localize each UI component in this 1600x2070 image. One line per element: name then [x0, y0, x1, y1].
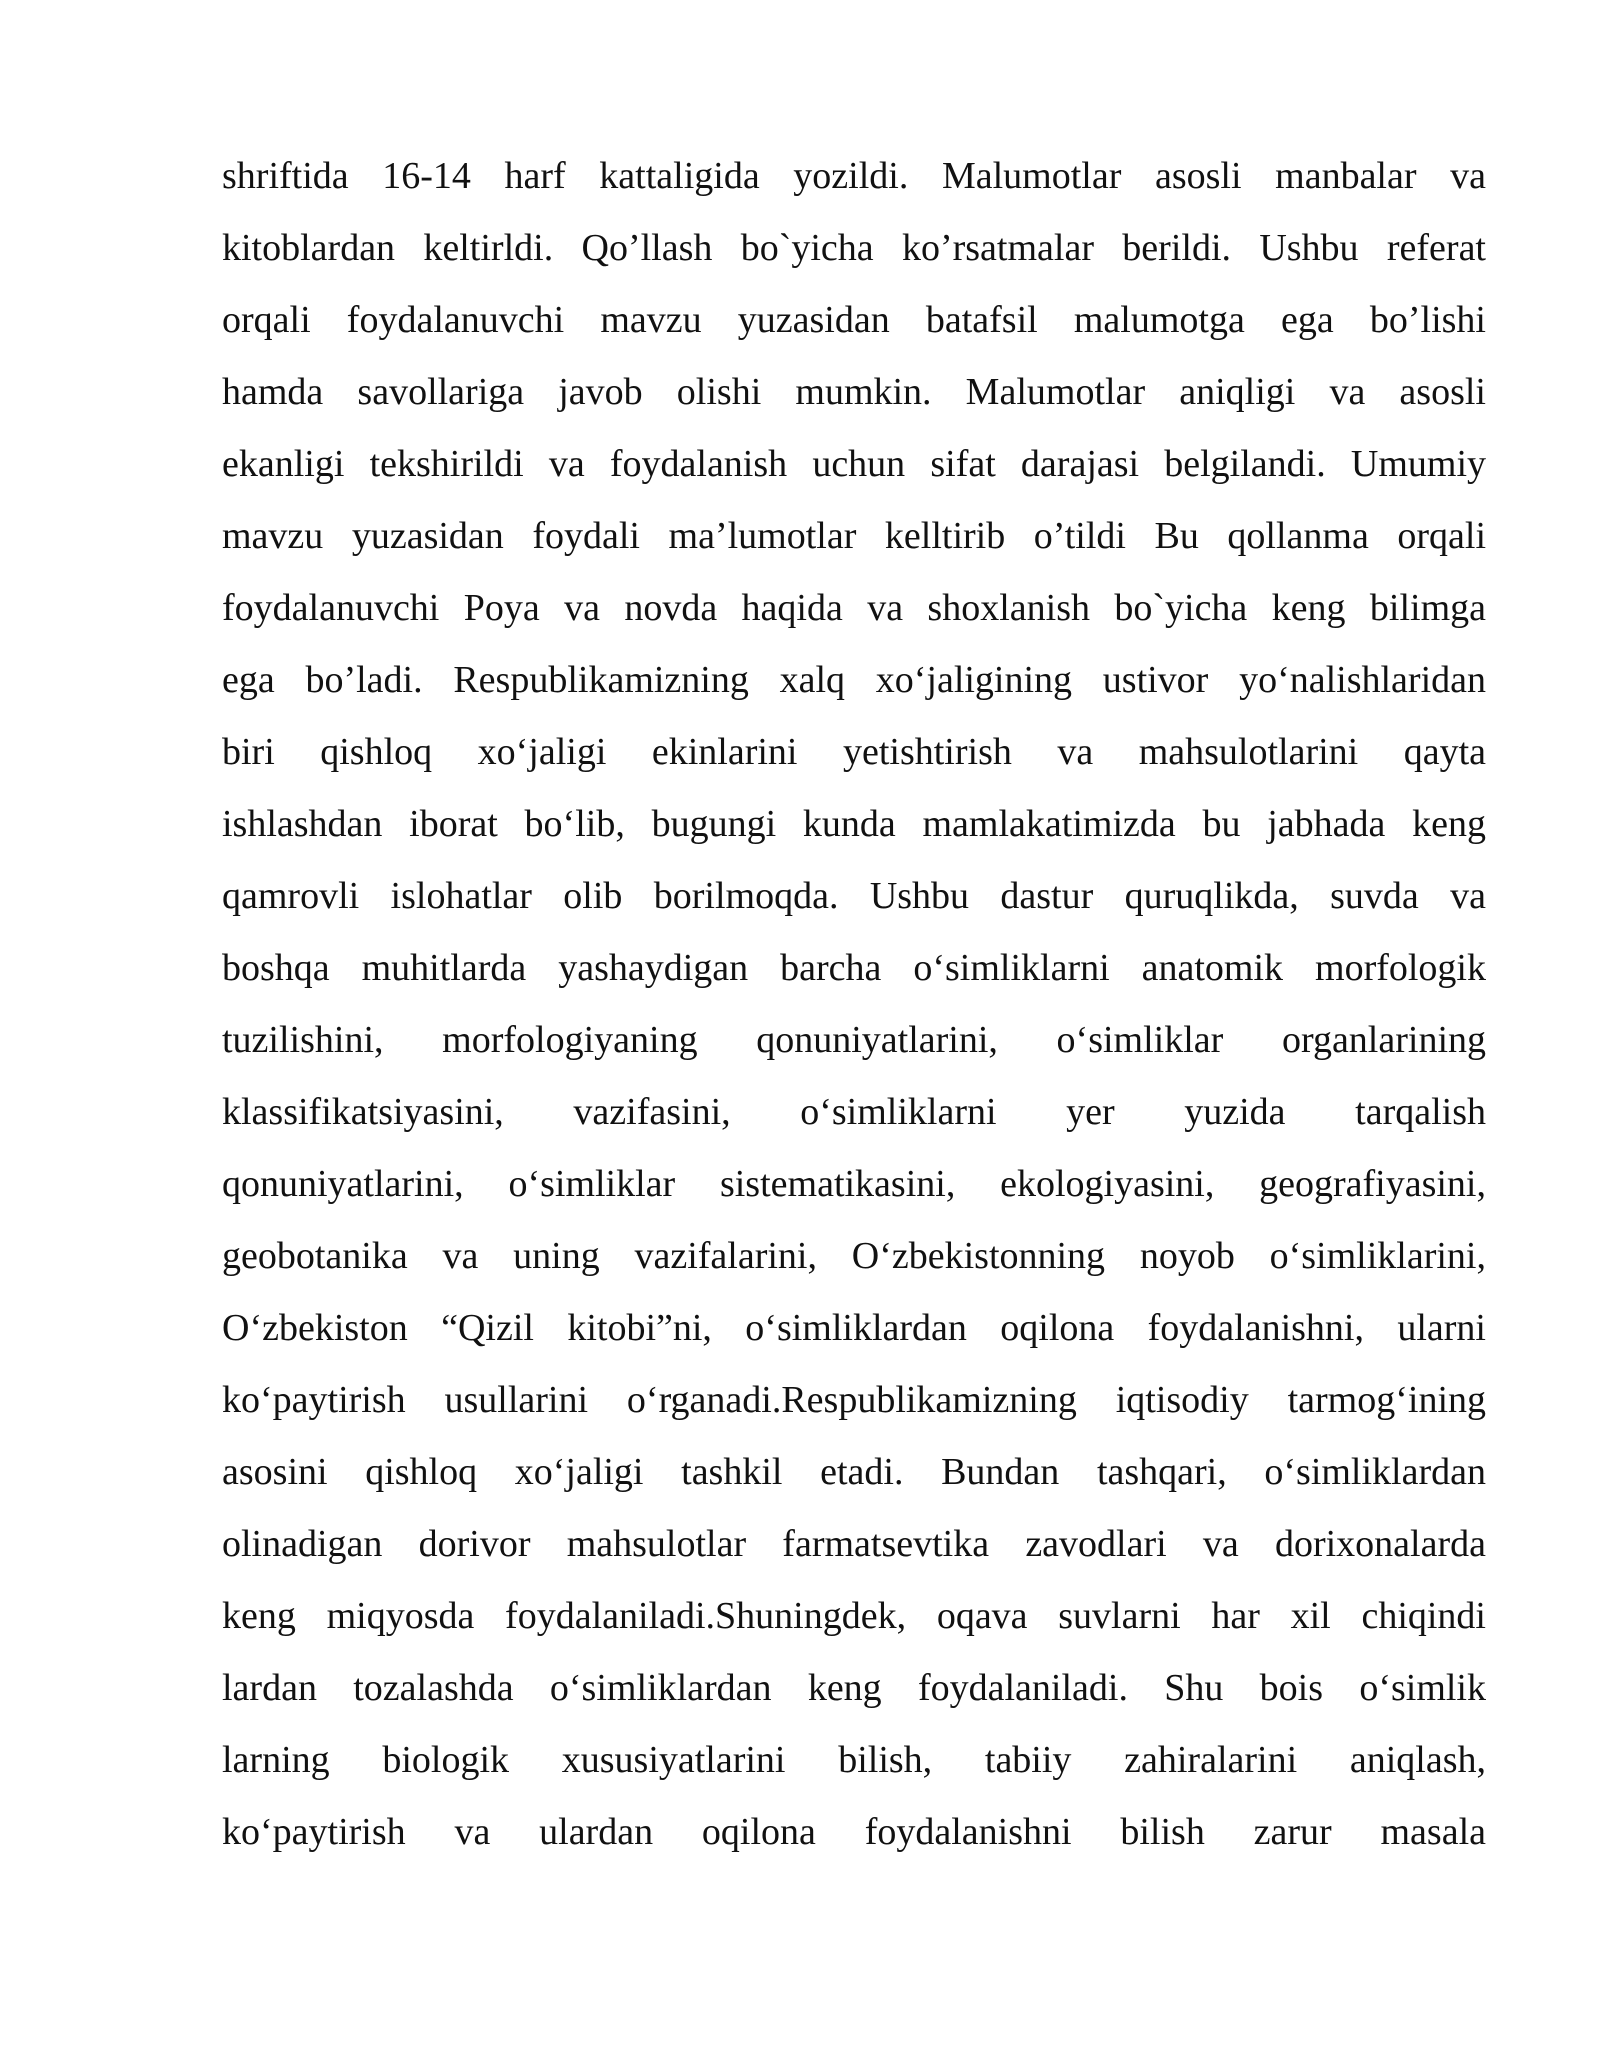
text-line: orqali foydalanuvchi mavzu yuzasidan batafsil malumotga ega bo’lishi	[222, 299, 1486, 341]
text-line: asosini qishloq xo‘jaligi tashkil etadi. Bundan tashqari, o‘simliklardan	[222, 1451, 1486, 1493]
text-line: ko‘paytirish usullarini o‘rganadi.Respublikamizning iqtisodiy tarmog‘ining	[222, 1379, 1486, 1421]
text-line: qamrovli islohatlar olib borilmoqda. Ushbu dastur quruqlikda, suvda va	[222, 875, 1486, 917]
text-line: boshqa muhitlarda yashaydigan barcha o‘simliklarni anatomik morfologik	[222, 947, 1486, 989]
text-line: klassifikatsiyasini, vazifasini, o‘simliklarni yer yuzida tarqalish	[222, 1091, 1486, 1133]
text-line: keng miqyosda foydalaniladi.Shuningdek, oqava suvlarni har xil chiqindi	[222, 1595, 1486, 1637]
text-line: kitoblardan keltirldi. Qo’llash bo`yicha ko’rsatmalar berildi. Ushbu referat	[222, 227, 1486, 269]
text-line: shriftida 16-14 harf kattaligida yozildi. Malumotlar asosli manbalar va	[222, 155, 1486, 197]
text-line: lardan tozalashda o‘simliklardan keng foydalaniladi. Shu bois o‘simlik	[222, 1667, 1486, 1709]
text-line: larning biologik xususiyatlarini bilish, tabiiy zahiralarini aniqlash,	[222, 1739, 1486, 1781]
text-line: tuzilishini, morfologiyaning qonuniyatlarini, o‘simliklar organlarining	[222, 1019, 1486, 1061]
text-line: biri qishloq xo‘jaligi ekinlarini yetishtirish va mahsulotlarini qayta	[222, 731, 1486, 773]
text-line: mavzu yuzasidan foydali ma’lumotlar kelltirib o’tildi Bu qollanma orqali	[222, 515, 1486, 557]
text-line: ko‘paytirish va ulardan oqilona foydalanishni bilish zarur masala	[222, 1811, 1486, 1853]
text-line: foydalanuvchi Poya va novda haqida va shoxlanish bo`yicha keng bilimga	[222, 587, 1486, 629]
text-line: ishlashdan iborat bo‘lib, bugungi kunda mamlakatimizda bu jabhada keng	[222, 803, 1486, 845]
text-line: geobotanika va uning vazifalarini, O‘zbekistonning noyob o‘simliklarini,	[222, 1235, 1486, 1277]
text-line: qonuniyatlarini, o‘simliklar sistematikasini, ekologiyasini, geografiyasini,	[222, 1163, 1486, 1205]
body-text	[222, 146, 1486, 1874]
text-line: hamda savollariga javob olishi mumkin. Malumotlar aniqligi va asosli	[222, 371, 1486, 413]
text-line: olinadigan dorivor mahsulotlar farmatsevtika zavodlari va dorixonalarda	[222, 1523, 1486, 1565]
text-line: ekanligi tekshirildi va foydalanish uchun sifat darajasi belgilandi. Umumiy	[222, 443, 1486, 485]
text-line: ega bo’ladi. Respublikamizning xalq xo‘jaligining ustivor yo‘nalishlaridan	[222, 659, 1486, 701]
text-line: O‘zbekiston “Qizil kitobi”ni, o‘simliklardan oqilona foydalanishni, ularni	[222, 1307, 1486, 1349]
